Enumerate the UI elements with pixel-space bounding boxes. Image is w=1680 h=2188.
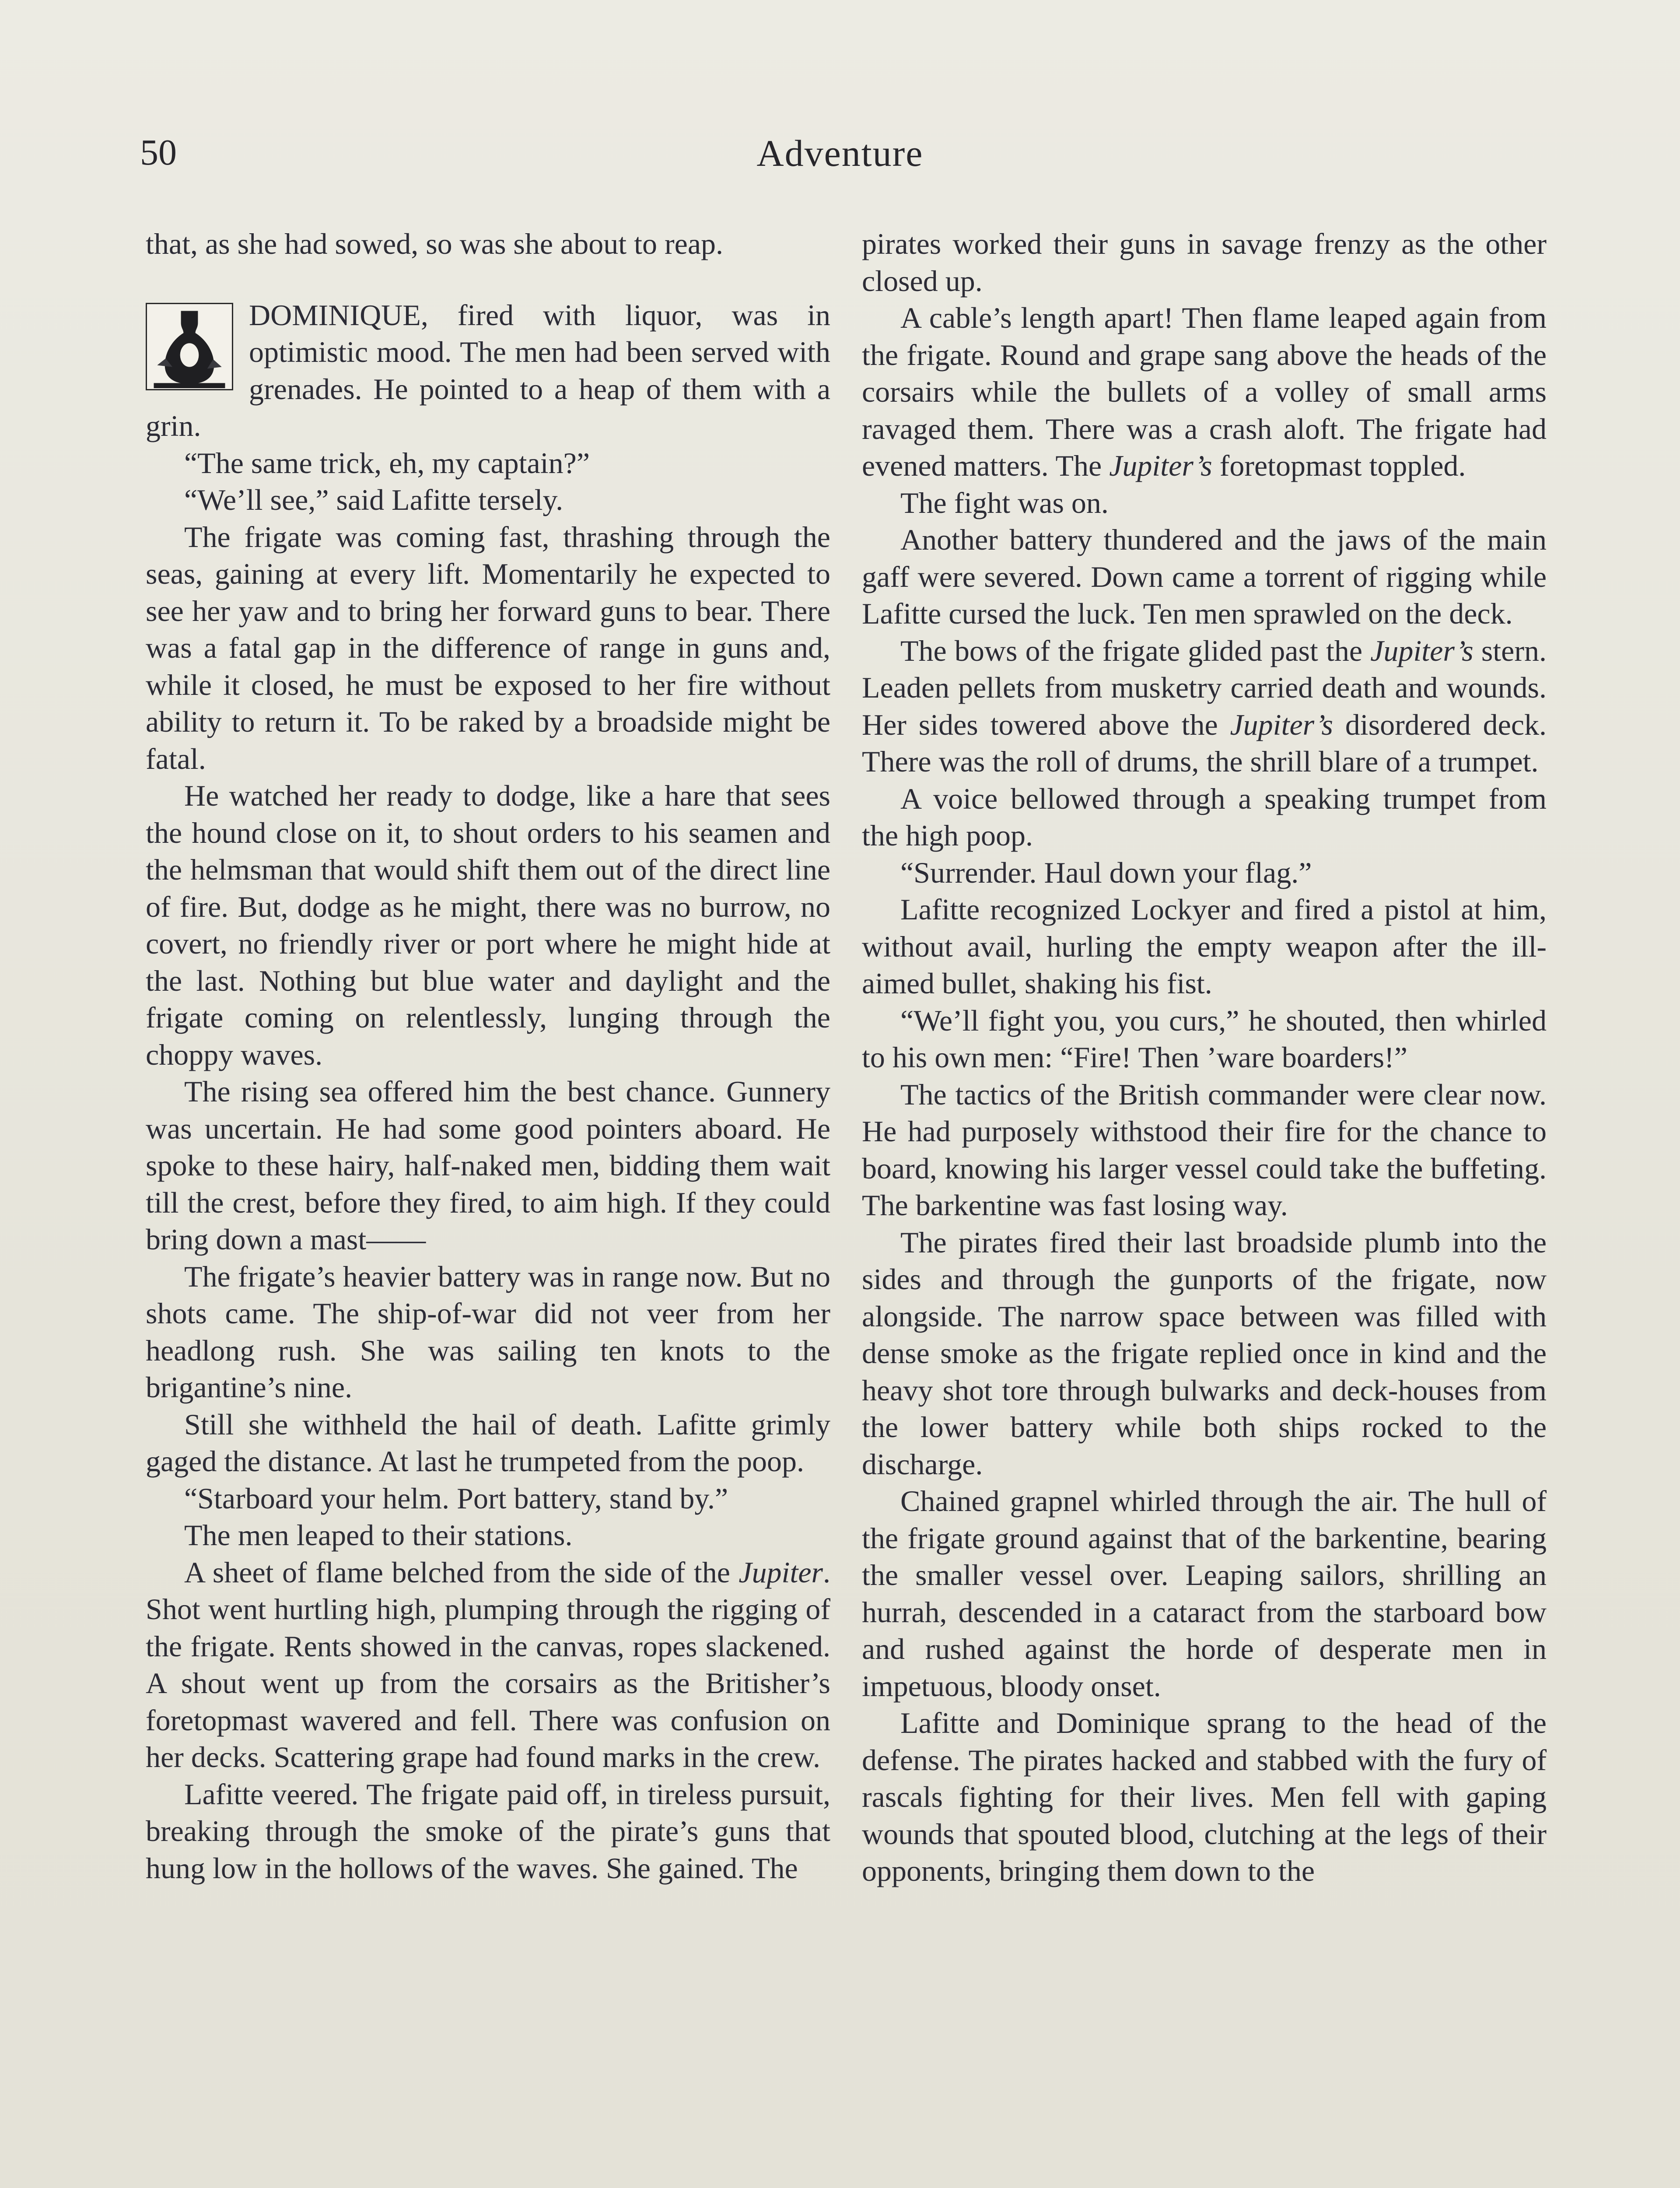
paragraph: “We’ll fight you, you curs,” he shouted, then whirled to his own men: “Fire! Then ’ware boarders!” [862, 1003, 1547, 1074]
magazine-title: Adventure [756, 132, 924, 174]
paragraph: A voice bellowed through a speaking trumpet from the high poop. [862, 782, 1547, 852]
paragraph: The bows of the frigate glided past the Jupiter’s stern. Leaden pellets from musketry carried death and wounds. Her sides towered above the Jupiter’s disordered deck. There was the roll of drums, the shrill blare of a trumpet. [862, 634, 1547, 778]
dropcap-illustration-icon [146, 303, 233, 390]
paragraph: The frigate was coming fast, thrashing through the seas, gaining at every lift. Momentarily he expected to see her yaw and to bring her forward guns to bear. There was a fatal gap in the difference of range in guns and, while it closed, he must be exposed to her fire without ability to return it. To be raked by a broadside might be fatal. [146, 520, 830, 775]
paragraph: “We’ll see,” said Lafitte tersely. [184, 483, 564, 516]
paragraph: pirates worked their guns in savage frenzy as the other closed up. [862, 227, 1547, 298]
left-column [146, 225, 830, 2188]
paragraph: Chained grapnel whirled through the air. The hull of the frigate ground against that of the barkentine, bearing the smaller vessel over. Leaping sailors, shrilling an hurrah, descended in a cataract from the starboard bow and rushed against the horde of desperate men in impetuous, bloody onset. [862, 1484, 1547, 1703]
paragraph: He watched her ready to dodge, like a hare that sees the hound close on it, to shout orders to his seamen and the helmsman that would shift them out of the direct line of fire. But, dodge as he might, there was no burrow, no covert, no friendly river or port where he might hide at the last. Nothing but blue water and daylight and the frigate coming on relentlessly, lunging through the choppy waves. [146, 779, 830, 1071]
paragraph: A sheet of flame belched from the side of the Jupiter. Shot went hurtling high, plumping through the rigging of the frigate. Rents showed in the canvas, ropes slackened. A shout went up from the corsairs as the Britisher’s foretopmast wavered and fell. There was confusion on her decks. Scattering grape had found marks in the crew. [146, 1555, 830, 1774]
paragraph: The rising sea offered him the best chance. Gunnery was uncertain. He had some good pointers aboard. He spoke to these hairy, half-naked men, bidding them wait till the crest, before they fired, to aim high. If they could bring down a mast—— [146, 1075, 830, 1256]
paragraph: A cable’s length apart! Then flame leaped again from the frigate. Round and grape sang above the heads of the corsairs while the bullets of a volley of small arms ravaged them. There was a crash aloft. The frigate had evened matters. The Jupiter’s foretopmast toppled. [862, 301, 1547, 482]
paragraph: The pirates fired their last broadside plumb into the sides and through the gunports of the frigate, now alongside. The narrow space between was filled with dense smoke as the frigate replied once in kind and the heavy shot tore through bulwarks and deck-houses from the lower battery while both ships rocked to the discharge. [862, 1225, 1547, 1481]
vase-silhouette-icon [147, 304, 232, 389]
page-header [140, 131, 1540, 193]
paragraph: The tactics of the British commander were clear now. He had purposely withstood their fire for the chance to board, knowing his larger vessel could take the buffeting. The barkentine was fast losing way. [862, 1077, 1547, 1222]
page-number: 50 [140, 132, 177, 173]
paragraph: “Surrender. Haul down your flag.” [900, 856, 1312, 889]
paragraph: Another battery thundered and the jaws of the main gaff were severed. Down came a torrent of rigging while Lafitte cursed the luck. Ten men sprawled on the deck. [862, 523, 1547, 630]
paragraph: Lafitte and Dominique sprang to the head of the defense. The pirates hacked and stabbed with the fury of rascals fighting for their lives. Men fell with gaping wounds that spouted blood, clutching at the legs of their opponents, bringing them down to the [862, 1706, 1547, 1887]
paragraph: that, as she had sowed, so was she about to reap. [146, 227, 724, 260]
dropcap-paragraph [146, 297, 830, 445]
right-column [862, 225, 1547, 2188]
paragraph: Lafitte veered. The frigate paid off, in tireless pursuit, breaking through the smoke of the pirate’s guns that hung low in the hollows of the waves. She gained. The [146, 1777, 830, 1885]
paragraph: The frigate’s heavier battery was in range now. But no shots came. The ship-of-war did not veer from her headlong rush. She was sailing ten knots to the brigantine’s nine. [146, 1259, 830, 1404]
paragraph: “Starboard your helm. Port battery, stand by.” [184, 1481, 728, 1515]
paragraph: Lafitte recognized Lockyer and fired a pistol at him, without avail, hurling the empty weapon after the ill-aimed bullet, shaking his fist. [862, 893, 1547, 1000]
paragraph: The fight was on. [900, 486, 1109, 519]
paragraph: “The same trick, eh, my captain?” [184, 446, 590, 480]
paragraph: DOMINIQUE, fired with liquor, was in optimistic mood. The men had been served with grenades. He pointed to a heap of them with a grin. [146, 298, 830, 442]
paragraph: The men leaped to their stations. [184, 1518, 573, 1552]
paragraph: Still she withheld the hail of death. Lafitte grimly gaged the distance. At last he trumpeted from the poop. [146, 1407, 830, 1478]
